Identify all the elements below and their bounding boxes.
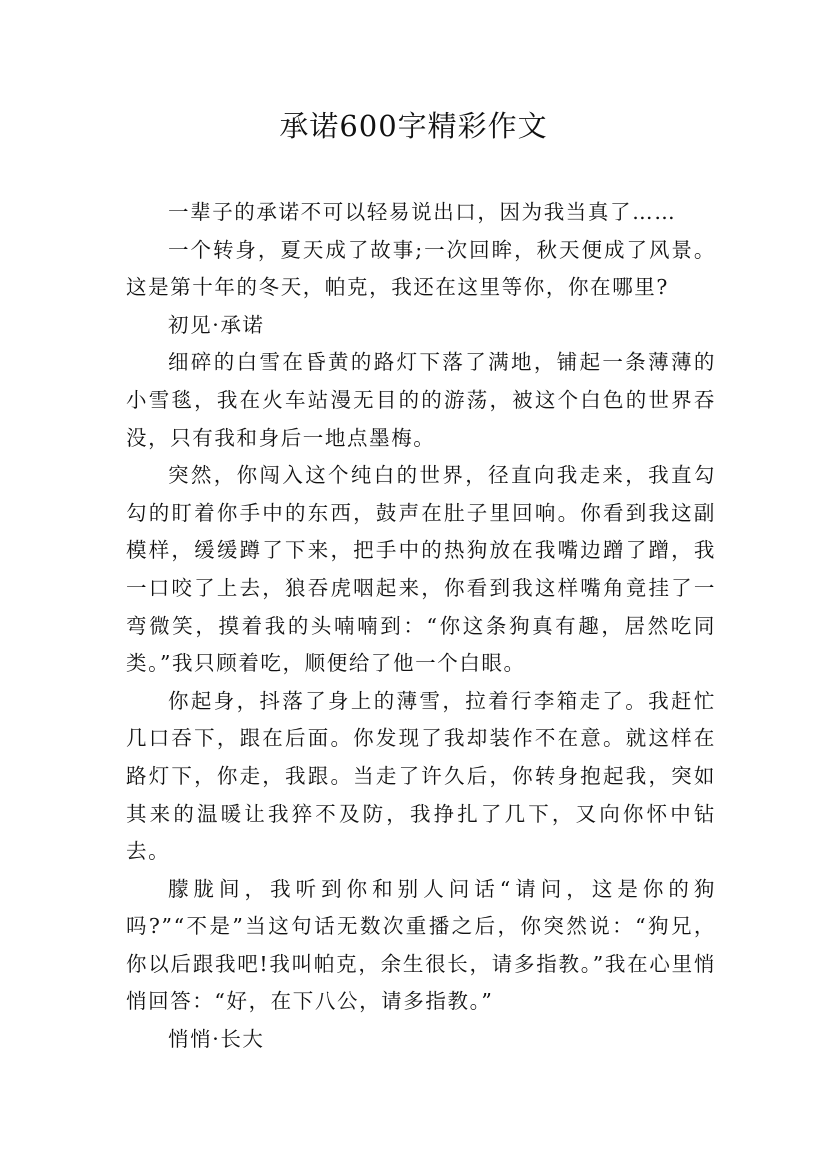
document-title: 承诺600字精彩作文 — [279, 109, 548, 143]
paragraph-adoption: 朦胧间，我听到你和别人问话“请问，这是你的狗吗?”“不是”当这句话无数次重播之后，你突然说：“狗兄，你以后跟我吧!我叫帕克，余生很长，请多指教。”我在心里悄悄回答：“好，在下八公，请多指教。” — [126, 876, 716, 1014]
paragraph-opening: 一辈子的承诺不可以轻易说出口，因为我当真了…… — [168, 200, 677, 224]
paragraph-snow: 细碎的白雪在昏黄的路灯下落了满地，铺起一条薄薄的小雪毯，我在火车站漫无目的的游荡，被这个白色的世界吞没，只有我和身后一地点墨梅。 — [126, 350, 716, 450]
paragraph-follow: 你起身，抖落了身上的薄雪，拉着行李箱走了。我赶忙几口吞下，跟在后面。你发现了我却装作不在意。就这样在路灯下，你走，我跟。当走了许久后，你转身抱起我，突如其来的温暖让我猝不及防，我挣扎了几下，又向你怀中钻去。 — [126, 688, 716, 864]
section-heading-first-meeting: 初见·承诺 — [168, 312, 265, 337]
document-body — [126, 194, 716, 1059]
paragraph-hotdog: 突然，你闯入这个纯白的世界，径直向我走来，我直勾勾的盯着你手中的东西，鼓声在肚子里回响。你看到我这副模样，缓缓蹲了下来，把手中的热狗放在我嘴边蹭了蹭，我一口咬了上去，狼吞虎咽起来，你看到我这样嘴角竟挂了一弯微笑，摸着我的头喃喃到：“你这条狗真有趣，居然吃同类。”我只顾着吃，顺便给了他一个白眼。 — [126, 463, 716, 676]
section-heading-growing-up: 悄悄·长大 — [168, 1027, 265, 1052]
paragraph-winter: 一个转身，夏天成了故事;一次回眸，秋天便成了风景。这是第十年的冬天，帕克，我还在这里等你，你在哪里? — [126, 237, 716, 300]
